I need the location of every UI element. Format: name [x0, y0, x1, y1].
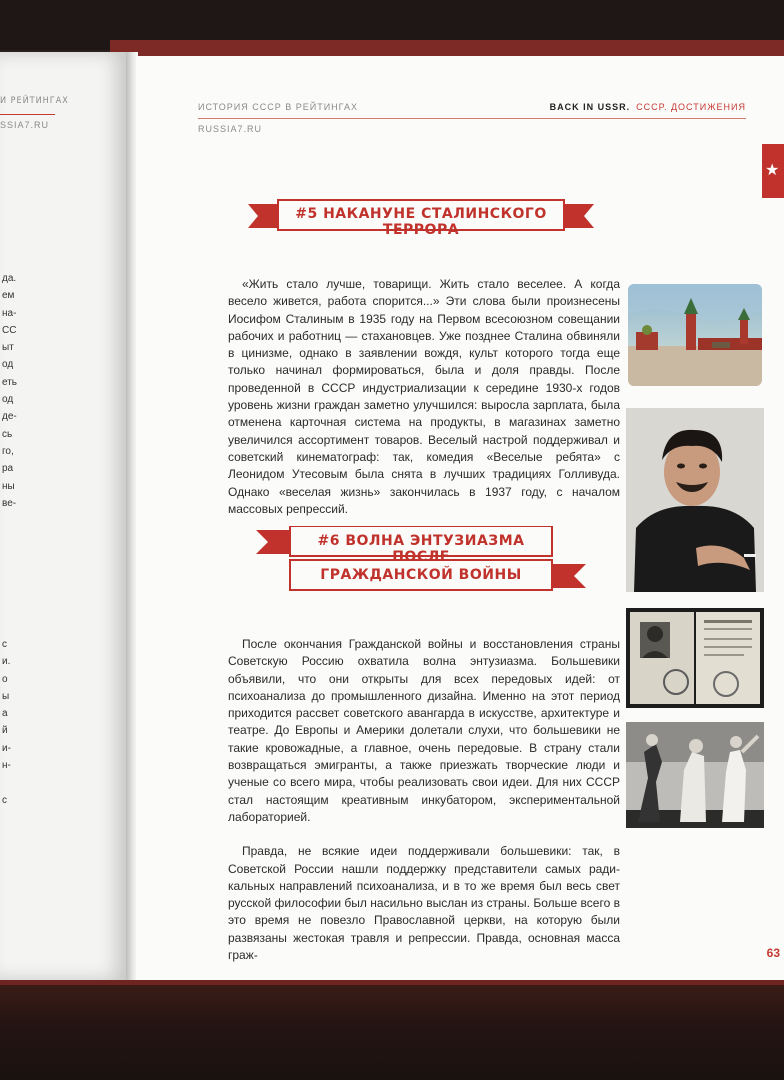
section6-paragraph-2: Правда, не всякие идеи поддерживали большевики: так, в Советской России нашли поддержку представители самых ради-кальных направлений психоанализа, и в то же время был весь свет русской философии был насильно выслан из страны. Больше всего в это время не повезло Православной церкви, на которую были развязаны жестокая травля и репрессии. Правда, основная масса граж-: [228, 844, 620, 963]
photo-jolly-fellows-film: [626, 722, 764, 828]
left-page: [0, 52, 128, 980]
left-text-fragment: СС: [2, 324, 17, 336]
left-text-fragment: од: [2, 359, 14, 371]
left-text-fragment: ве-: [2, 497, 17, 509]
section6-title-line1: #6 ВОЛНА ЭНТУЗИАЗМА ПОСЛЕ: [317, 533, 525, 565]
site-name: RUSSIA7.RU: [198, 124, 263, 134]
photo-party-membership-card: [626, 608, 764, 708]
right-page: [136, 56, 784, 980]
running-header-section: [550, 102, 746, 112]
left-running-header: И РЕЙТИНГАХ: [0, 96, 69, 106]
left-text-fragment: н-: [2, 760, 11, 772]
header-section-name: СССР. ДОСТИЖЕНИЯ: [636, 102, 746, 112]
left-text-fragment: с: [2, 639, 7, 650]
left-text-fragment: и-: [2, 742, 11, 754]
left-text-fragment: еть: [2, 376, 18, 388]
left-text-fragment: й: [2, 725, 8, 737]
left-text-fragment: ра: [2, 463, 14, 475]
photo-red-square-kremlin: [628, 284, 762, 386]
left-site-name: SSIA7.RU: [0, 120, 50, 130]
left-text-fragment: с: [2, 794, 7, 806]
left-text-fragment: [2, 774, 11, 791]
scan-backdrop-bottom: [0, 985, 784, 1080]
left-text-fragment: о: [2, 673, 8, 685]
left-text-fragment: и.: [2, 656, 11, 668]
left-text-fragment: го,: [2, 445, 14, 457]
left-text-fragment: ны: [2, 480, 15, 492]
running-header-title: ИСТОРИЯ СССР В РЕЙТИНГАХ: [198, 102, 358, 112]
header-rule: [198, 118, 746, 119]
section6-title-line2: ГРАЖДАНСКОЙ ВОЙНЫ: [320, 567, 522, 583]
left-text-fragment: на-: [2, 307, 17, 319]
photo-stalin-portrait: [626, 408, 764, 592]
left-text-fragment: ыт: [2, 342, 14, 354]
left-text-fragment: а: [2, 708, 8, 720]
left-text-fragment: сь: [2, 428, 13, 440]
section5-paragraph: «Жить стало лучше, товарищи. Жить стало веселее. А когда весело живется, работа спорится...» Эти слова были произнесены Иосифом Сталиным в 1935 году на Первом всесоюзном совещании рабочих и работниц — стахановцев. Уже позднее Сталина обвиняли в цинизме, однако в заявлении вождя, культ которого тогда еще только начинал формироваться, была и доля правды. После проведенной в СССР индустриализации к середине 1930-х годов уровень жизни граждан заметно улучшился: выросла зарплата, была отменена карточная система на продукты, в магазинах заметно увеличился ассортимент товаров. Веселый настрой поддерживал и советский кинематограф: так, комедия «Веселые ребята» с Леонидом Утесовым была снята в лучших традициях Голливуда. Однако «веселая жизнь» закончилась в 1937 году, с началом массовых репрессий.: [228, 277, 620, 516]
page-number: 63: [766, 946, 780, 960]
left-text-fragments-bottom: [2, 636, 11, 809]
left-text-fragment: де-: [2, 411, 17, 423]
left-text-fragments-top: [2, 270, 17, 512]
section5-title: #5 НАКАНУНЕ СТАЛИНСКОГО ТЕРРОРА: [295, 206, 547, 238]
section6-paragraph-1: После окончания Гражданской войны и восстановления страны Советскую Россию охватила волна энтузиазма. Большевики объявили, что они открыты для всех передовых идей: от психоанализа до промышленного дизайна. Именно на этот период приходится рассвет советского авангарда в искусстве, архитектуре и театре. До Европы и Америки долетали слухи, что большевики не такие кровожадные, а главное, очень передовые. В страну стали возвращаться эмигранты, а также приезжать творческие люди и ученые со всего мира, чтобы реализовать свои идеи. Для них СССР стал настоящим креативным инкубатором, экспериментальной лабораторией.: [228, 637, 620, 824]
left-text-fragment: од: [2, 394, 14, 406]
section5-body: [228, 276, 620, 518]
left-text-fragment: ы: [2, 690, 10, 702]
star-icon: ★: [765, 162, 780, 179]
left-header-rule: [0, 114, 55, 115]
chapter-edge-tab: [762, 144, 784, 198]
left-text-fragment: да.: [2, 273, 17, 284]
left-text-fragment: ем: [2, 290, 15, 302]
section6-body: [228, 636, 620, 964]
header-back-in-ussr: BACK IN USSR.: [549, 102, 631, 112]
